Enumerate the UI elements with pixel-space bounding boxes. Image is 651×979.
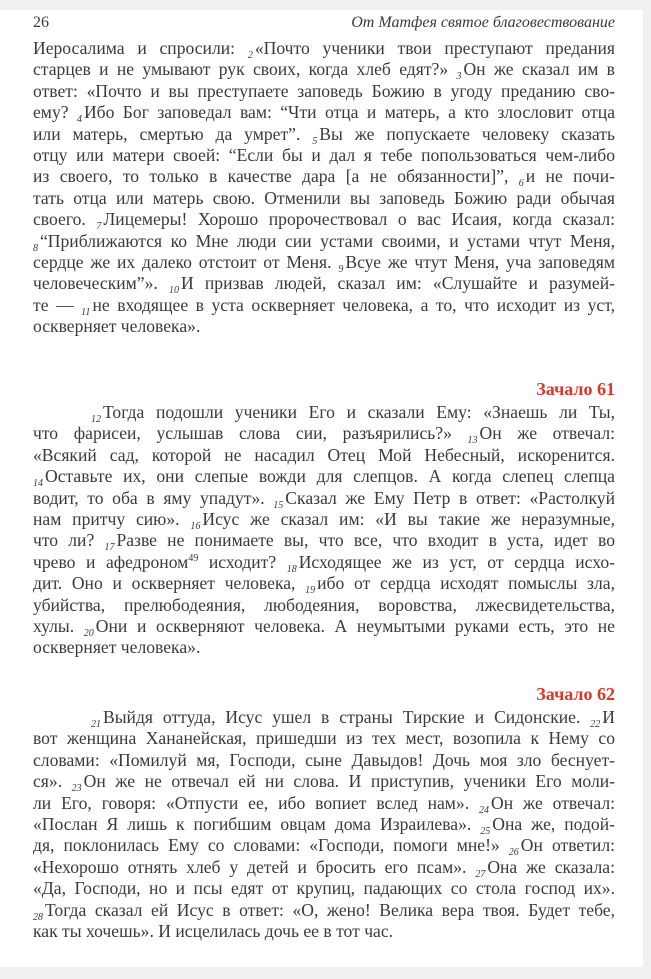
text-line	[33, 552, 615, 573]
text-run: что ли?	[33, 530, 105, 551]
verse-number: 11	[81, 306, 91, 318]
text-line	[33, 59, 615, 83]
text-run: вот женщина Хананейская, пришедши из тех мест, возопила к Нему со	[33, 728, 615, 749]
text-run: убийства, прелюбодеяния, любодеяния, воровства, лжесвидетельства,	[33, 594, 615, 615]
text-line	[33, 530, 615, 554]
text-run: Ибо Бог заповедал вам: “Чти отца и матерь, а кто злословит отца	[83, 102, 615, 123]
text-run: Выйдя оттуда, Исус ушел в страны Тирские и Сидонские.	[103, 707, 591, 727]
text-line	[33, 102, 615, 126]
text-run: Исус же сказал им: «И вы такие же неразумные,	[202, 508, 615, 529]
verse-number: 28	[33, 911, 43, 923]
text-line	[33, 857, 615, 878]
verse-number: 14	[33, 478, 43, 490]
text-run: «Послан Я лишь к погибшим овцам дома Израилева».	[33, 813, 481, 834]
text-run: Исходящее же из уст, от сердца исхо-	[298, 551, 615, 572]
text-run: или матерь, смертью да умрет”.	[33, 123, 313, 144]
verse-number: 22	[590, 719, 601, 730]
verse-number: 21	[91, 719, 101, 730]
text-line	[33, 728, 615, 749]
text-run: отцу или матери своей: “Если бы и дал я тебе попользоваться чем-либо	[33, 144, 615, 165]
text-line	[33, 488, 615, 509]
verse-number: 24	[479, 804, 490, 816]
verse-number: 7	[96, 221, 102, 233]
verse-number: 26	[508, 847, 519, 859]
text-run: Он же сказал им в	[463, 59, 615, 80]
text-line	[33, 771, 616, 795]
verse-number: 4	[76, 114, 82, 126]
text-line	[33, 616, 615, 637]
text-line	[33, 878, 615, 899]
text-line	[33, 466, 615, 490]
text-run: «Почто ученики твои преступают предания	[254, 38, 615, 58]
text-run: не входящее в уста оскверняет человека, а то, что исходит из уст,	[92, 294, 616, 315]
text-run: Тогда подошли ученики Его и сказали Ему: «Знаешь ли Ты,	[103, 402, 615, 422]
text-line	[33, 166, 615, 190]
text-run: ему?	[33, 102, 77, 123]
text-run: ли Его, говоря: «Отпусти ее, ибо вопиет вслед нам».	[33, 792, 480, 813]
text-run: своего.	[33, 209, 97, 230]
text-run: оскверняет человека».	[33, 316, 201, 337]
text-run: дя, поклонилась Ему со словами: «Господи, помоги мне!»	[33, 835, 509, 856]
text-line	[33, 793, 615, 814]
text-run: Сказал же Ему Петр в ответ: «Растолкуй	[285, 487, 615, 508]
text-line	[33, 316, 615, 337]
page-header	[33, 14, 615, 32]
verse-number: 12	[91, 414, 101, 425]
text-run: Лицемеры! Хорошо пророчествовал о вас Исаия, когда сказал:	[103, 209, 615, 230]
text-line	[33, 231, 615, 252]
verse-number: 8	[33, 242, 38, 254]
text-line	[33, 38, 615, 59]
verse-number: 15	[273, 499, 284, 511]
footnote-marker: 49	[188, 552, 199, 564]
text-line	[33, 509, 615, 530]
verse-number: 20	[83, 627, 94, 639]
text-run: чрево и афедроном	[33, 551, 189, 572]
text-run: те —	[33, 294, 82, 315]
text-run: «Да, Господи, но и псы едят от крупиц, падающих со стола господ их».	[33, 878, 615, 899]
text-line	[33, 402, 615, 423]
text-run: Иеросалима и спросили:	[33, 38, 248, 58]
text-run: ся».	[33, 771, 72, 792]
text-line	[33, 814, 615, 835]
verse-number: 27	[475, 868, 486, 880]
text-run: водит, то оба в яму упадут».	[33, 487, 274, 508]
text-run: Она же, подой-	[492, 813, 615, 834]
text-line	[33, 445, 615, 466]
verse-number: 5	[312, 135, 318, 147]
text-run: Тогда сказал ей Исус в ответ: «О, жено! Велика вера твоя. Будет тебе,	[45, 899, 615, 920]
text-run: Он ответил:	[520, 835, 615, 856]
verse-number: 16	[190, 520, 201, 532]
text-run: Он же не отвечал ей ни слова. И приступив, ученики Его моли-	[83, 771, 616, 792]
text-run: словами: «Помилуй мя, Господи, сыне Давыдов! Дочь моя зло беснует-	[33, 749, 615, 770]
text-line	[33, 81, 615, 102]
text-run: Вы же попускаете человеку сказать	[319, 123, 615, 144]
text-line	[33, 124, 615, 145]
text-run: человеческим”».	[33, 273, 169, 294]
text-run: как ты хочешь». И исцелилась дочь ее в тот час.	[33, 920, 394, 941]
text-line	[33, 273, 615, 297]
text-run: ибо от сердца исходят помыслы зла,	[317, 573, 615, 594]
text-line	[33, 835, 615, 859]
text-section	[33, 38, 615, 337]
verse-number: 9	[338, 263, 344, 275]
text-run: ответ: «Почто и вы преступаете заповедь Божию в угоду преданию сво-	[33, 80, 615, 101]
section-heading: Зачало 61	[536, 379, 615, 399]
text-line	[33, 595, 615, 616]
verse-number: 3	[456, 71, 462, 83]
text-line	[33, 900, 615, 921]
text-run: дит. Оно и оскверняет человека,	[33, 573, 306, 594]
section-heading: Зачало 62	[536, 684, 615, 704]
verse-number: 2	[247, 50, 253, 61]
text-line	[33, 295, 615, 316]
text-run: И призвав людей, сказал им: «Слушайте и разумей-	[180, 273, 615, 294]
text-line	[33, 145, 615, 166]
text-run: Разве не понимаете вы, что все, что входит в уста, идет во	[116, 530, 615, 551]
text-run: Они и оскверняют человека. А неумытыми руками есть, это не	[95, 615, 615, 636]
text-run: оскверняет человека».	[33, 637, 201, 658]
text-run: нам притчу сию».	[33, 508, 191, 529]
book-page	[0, 10, 643, 967]
verse-number: 25	[480, 825, 491, 837]
text-run: исходит?	[198, 551, 287, 572]
text-run: Оставьте их, они слепые вожди для слепцов. А когда слепец слепца	[45, 466, 615, 487]
text-line	[33, 921, 615, 942]
text-run: из своего, то только в качестве дара [а не обязанности]”,	[33, 166, 519, 187]
page-number: 26	[33, 14, 49, 31]
text-run: Он же отвечал:	[491, 792, 615, 813]
text-run: Она же сказала:	[487, 856, 615, 877]
text-run: хулы.	[33, 615, 84, 636]
text-run: «Нехорошо отнять хлеб у детей и бросить его псам».	[33, 856, 476, 877]
verse-number: 10	[168, 285, 179, 297]
verse-number: 17	[104, 542, 115, 554]
text-run: «Всякий сад, которой не насадил Отец Мой Небесный, искоренится.	[33, 444, 615, 465]
text-line	[33, 188, 615, 209]
text-line	[33, 252, 615, 273]
verse-number: 19	[305, 585, 316, 597]
verse-number: 23	[71, 783, 82, 795]
text-line	[33, 573, 615, 597]
verse-number: 18	[286, 563, 297, 575]
text-run: сердце же их далеко отстоит от Меня.	[33, 251, 339, 272]
verse-number: 6	[518, 178, 524, 190]
text-run: тать отца или матерь свою. Отменили вы заповедь Божию ради обычая	[33, 187, 615, 208]
text-section	[33, 402, 615, 659]
text-run: старцев и не умывают рук своих, когда хлеб едят?»	[33, 59, 457, 80]
text-run: “Приближаются ко Мне люди сии устами своими, и устами чтут Меня,	[40, 230, 615, 251]
running-title: От Матфея святое благовествование	[351, 14, 615, 31]
text-line	[33, 637, 615, 658]
text-line	[33, 750, 615, 771]
verse-number: 13	[467, 435, 478, 447]
text-run: Он же отвечал:	[479, 423, 615, 444]
text-line	[33, 707, 615, 728]
text-run: что фарисеи, услышав слова сии, разъярились?»	[33, 423, 468, 444]
text-run: Всуе же чтут Меня, уча заповедям	[345, 251, 616, 272]
text-run: И	[602, 707, 615, 727]
text-line	[33, 423, 615, 447]
text-run: и не почи-	[525, 166, 615, 187]
text-section	[33, 707, 615, 942]
text-line	[33, 209, 615, 233]
